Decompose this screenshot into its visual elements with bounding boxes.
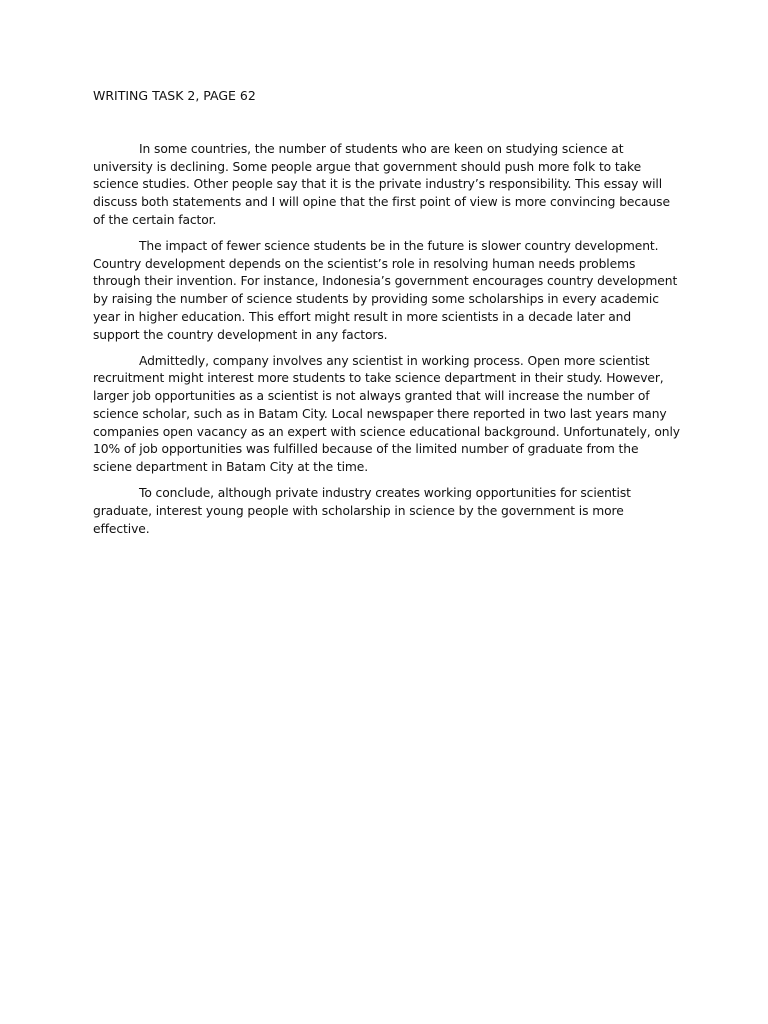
paragraph-conclusion: To conclude, although private industry creates working opportunities for scientist graduate, interest young people with scholarship in science by the government is more effective. xyxy=(93,486,631,536)
paragraph-body-2: Admittedly, company involves any scientist in working process. Open more scientist recruitment might interest more students to take science department in their study. However, larger job opportunities as a scientist is not always granted that will increase the number of science scholar, such as in Batam City. Local newspaper there reported in two last years many companies open vacancy as an expert with science educational background. Unfortunately, only 10% of job opportunities was fulfilled because of the limited number of graduate from the sciene department in Batam City at the time. xyxy=(93,353,680,474)
paragraph-body-1: The impact of fewer science students be in the future is slower country development. Country development depends on the scientist’s role in resolving human needs problems through their invention. For instance, Indonesia’s government encourages country development by raising the number of science students by providing some scholarships in every academic year in higher education. This effort might result in more scientists in a decade later and support the country development in any factors. xyxy=(93,239,678,342)
document-heading: WRITING TASK 2, PAGE 62 xyxy=(93,88,256,103)
paragraph-introduction: In some countries, the number of students who are keen on studying science at university is declining. Some people argue that government should push more folk to take science studies. Other people say that it is the private industry’s responsibility. This essay will discuss both statements and I will opine that the first point of view is more convincing because of the certain factor. xyxy=(93,142,670,227)
essay-body xyxy=(93,141,680,547)
